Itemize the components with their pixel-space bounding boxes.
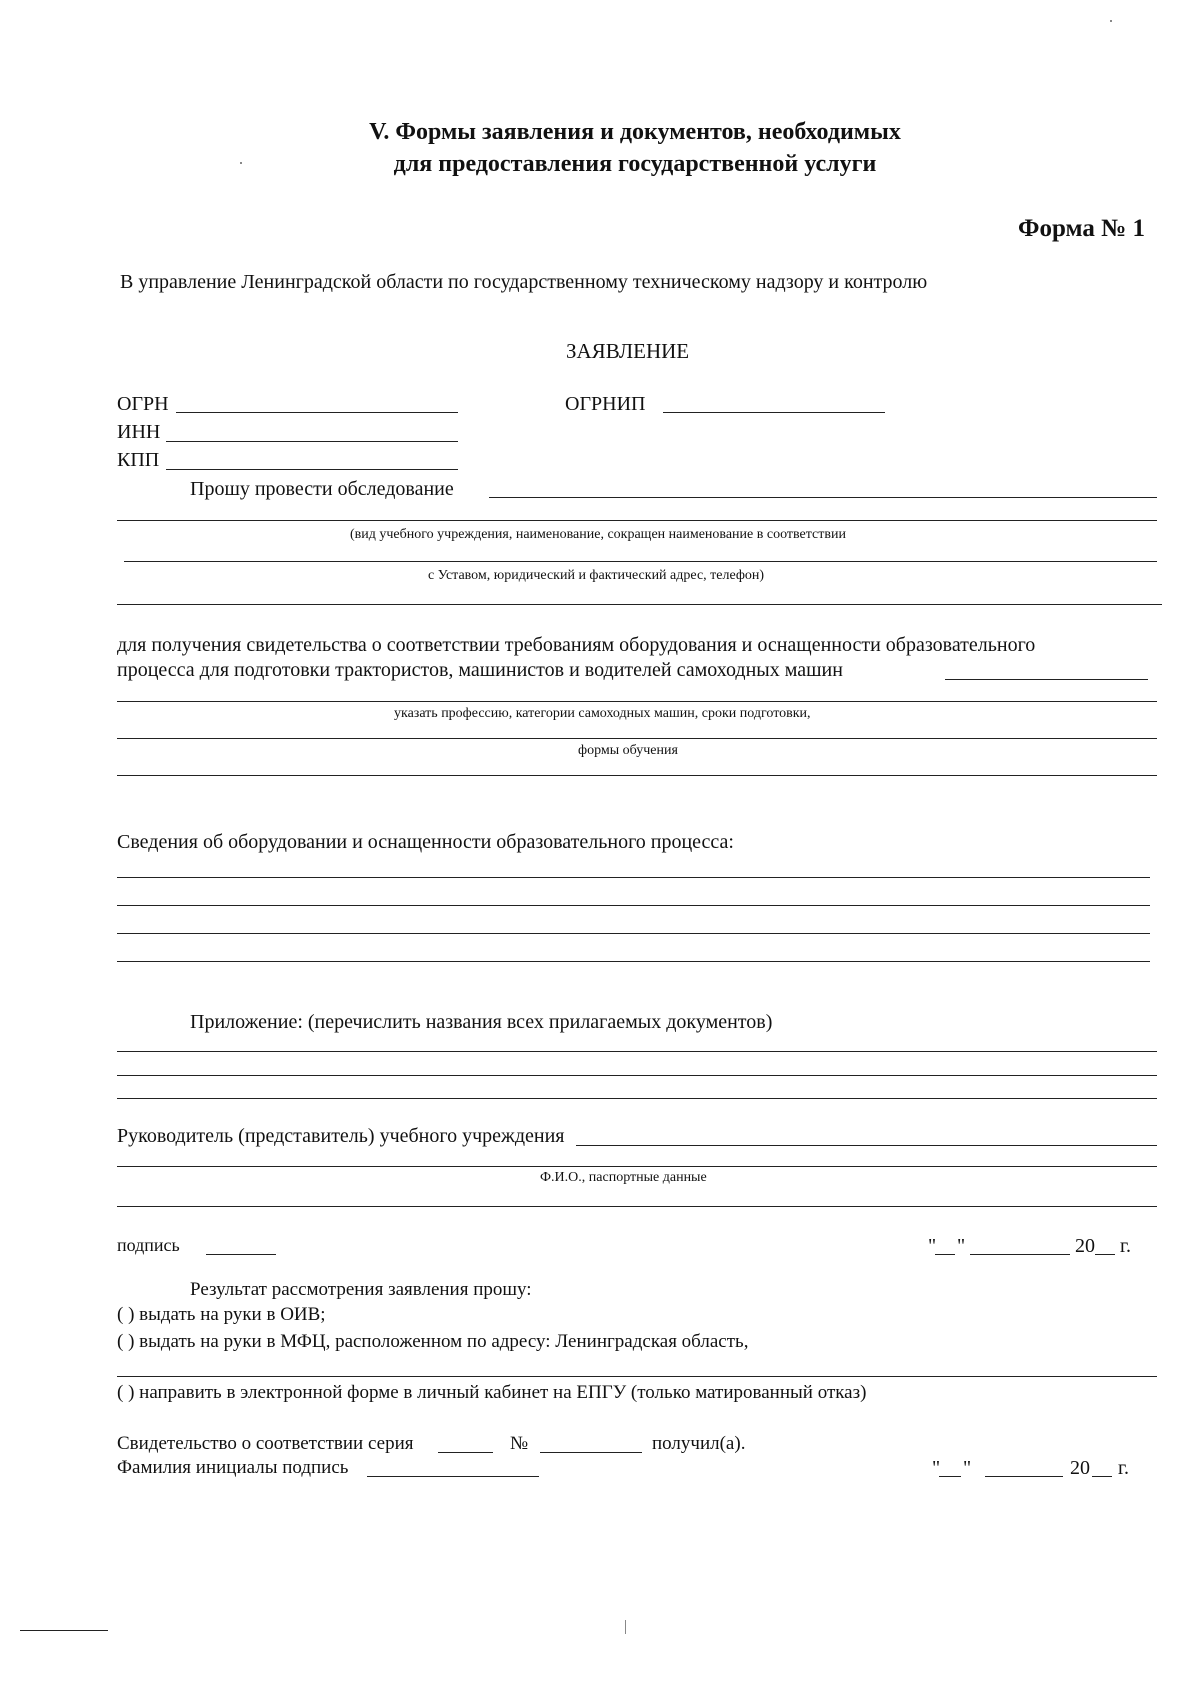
certificate-name-label: Фамилия инициалы подпись (117, 1457, 349, 1478)
head-hint: Ф.И.О., паспортные данные (540, 1170, 707, 1185)
certificate-day-field[interactable] (939, 1476, 961, 1477)
certificate-received-label: получил(а). (652, 1433, 746, 1454)
ogrn-field[interactable] (176, 412, 458, 413)
signature-label: подпись (117, 1235, 180, 1255)
head-label: Руководитель (представитель) учебного учреждения (117, 1125, 565, 1147)
equipment-line-2[interactable] (117, 905, 1150, 906)
scan-artifact (240, 162, 242, 164)
attachment-label: Приложение: (перечислить названия всех прилагаемых документов) (190, 1011, 773, 1033)
signature-year-suffix: г. (1120, 1235, 1131, 1257)
request-field[interactable] (489, 497, 1157, 498)
purpose-field-line-3[interactable] (117, 738, 1157, 739)
purpose-line-1: для получения свидетельства о соответствии требованиям оборудования и оснащенности образовательного (117, 634, 1036, 656)
certificate-series-field[interactable] (438, 1452, 493, 1453)
head-field[interactable] (576, 1145, 1157, 1146)
request-hint-1: (вид учебного учреждения, наименование, сокращен наименование в соответствии (350, 527, 846, 542)
scan-artifact (625, 1620, 626, 1634)
signature-date-quote-close: " (957, 1235, 966, 1257)
attachment-line-2[interactable] (117, 1075, 1157, 1076)
certificate-year-prefix: 20 (1070, 1457, 1090, 1479)
equipment-label: Сведения об оборудовании и оснащенности образовательного процесса: (117, 831, 734, 853)
purpose-field[interactable] (945, 679, 1148, 680)
kpp-label: КПП (117, 449, 160, 471)
purpose-field-line-2[interactable] (117, 701, 1157, 702)
ogrnip-label: ОГРНИП (565, 393, 646, 415)
request-field-line-3[interactable] (124, 561, 1157, 562)
equipment-line-4[interactable] (117, 961, 1150, 962)
result-address-field[interactable] (117, 1376, 1157, 1377)
addressee: В управление Ленинградской области по государственному техническому надзору и контролю (120, 271, 928, 293)
head-field-line-3[interactable] (117, 1206, 1157, 1207)
heading-line-1: V. Формы заявления и документов, необходимых (369, 119, 901, 145)
purpose-field-line-4[interactable] (117, 775, 1157, 776)
head-field-line-2[interactable] (117, 1166, 1157, 1167)
signature-date-quote-open: " (928, 1235, 937, 1257)
request-label: Прошу провести обследование (190, 478, 454, 500)
attachment-line-3[interactable] (117, 1098, 1157, 1099)
scan-artifact (1110, 20, 1112, 22)
request-field-line-4[interactable] (117, 604, 1162, 605)
ogrnip-field[interactable] (663, 412, 885, 413)
signature-year-field[interactable] (1095, 1254, 1115, 1255)
certificate-year-suffix: г. (1118, 1457, 1129, 1479)
purpose-hint-1: указать профессию, категории самоходных машин, сроки подготовки, (394, 706, 811, 721)
signature-field[interactable] (206, 1254, 276, 1255)
footer-rule (20, 1630, 108, 1631)
equipment-line-3[interactable] (117, 933, 1150, 934)
result-option-3[interactable]: ( ) направить в электронной форме в личный кабинет на ЕПГУ (только матированный отказ) (117, 1382, 867, 1403)
kpp-field[interactable] (166, 469, 458, 470)
document-title: ЗАЯВЛЕНИЕ (566, 339, 690, 363)
certificate-date-quote-open: " (932, 1457, 941, 1479)
result-label: Результат рассмотрения заявления прошу: (190, 1279, 532, 1300)
signature-year-prefix: 20 (1075, 1235, 1095, 1257)
equipment-line-1[interactable] (117, 877, 1150, 878)
inn-label: ИНН (117, 421, 161, 443)
signature-month-field[interactable] (970, 1254, 1070, 1255)
signature-day-field[interactable] (935, 1254, 955, 1255)
heading-line-2: для предоставления государственной услуги (393, 151, 877, 177)
certificate-name-field[interactable] (367, 1476, 539, 1477)
request-field-line-2[interactable] (117, 520, 1157, 521)
certificate-number-field[interactable] (540, 1452, 642, 1453)
certificate-month-field[interactable] (985, 1476, 1063, 1477)
form-number: Форма № 1 (1018, 215, 1145, 242)
result-option-2[interactable]: ( ) выдать на руки в МФЦ, расположенном по адресу: Ленинградская область, (117, 1331, 749, 1352)
request-hint-2: с Уставом, юридический и фактический адрес, телефон) (428, 568, 765, 583)
inn-field[interactable] (166, 441, 458, 442)
certificate-year-field[interactable] (1092, 1476, 1112, 1477)
certificate-series-label: Свидетельство о соответствии серия (117, 1433, 414, 1454)
certificate-date-quote-close: " (963, 1457, 972, 1479)
purpose-hint-2: формы обучения (578, 743, 678, 758)
purpose-line-2: процесса для подготовки трактористов, машинистов и водителей самоходных машин (117, 659, 843, 681)
certificate-number-label: № (510, 1433, 529, 1454)
attachment-line-1[interactable] (117, 1051, 1157, 1052)
ogrn-label: ОГРН (117, 393, 169, 415)
result-option-1[interactable]: ( ) выдать на руки в ОИВ; (117, 1304, 326, 1325)
